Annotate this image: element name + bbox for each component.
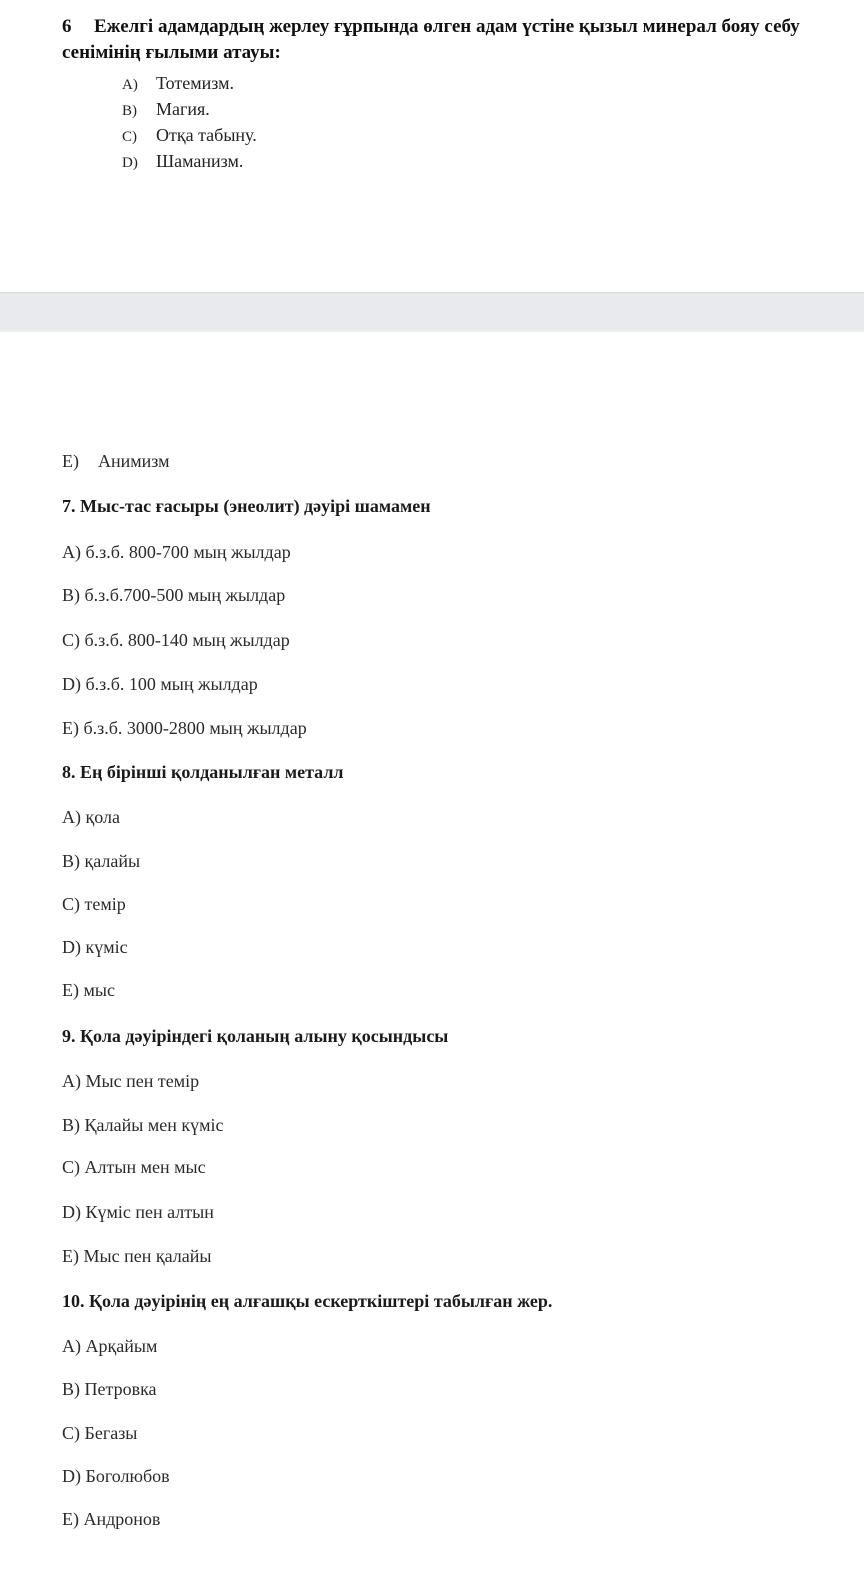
question-10-option-c: C) Бегазы: [62, 1423, 138, 1443]
question-8-option-b: B) қалайы: [62, 851, 141, 871]
question-7-option-b: B) б.з.б.700-500 мың жылдар: [62, 585, 286, 605]
question-7-option-c: C) б.з.б. 800-140 мың жылдар: [62, 630, 290, 650]
question-6-option-e: E) Анимизм: [62, 451, 170, 471]
option-b: B) Магия.: [122, 99, 210, 119]
question-7-option-e: E) б.з.б. 3000-2800 мың жылдар: [62, 718, 307, 738]
page-separator: [0, 292, 864, 332]
question-7-option-d: D) б.з.б. 100 мың жылдар: [62, 674, 258, 694]
document-page-1: [0, 0, 864, 292]
question-10-option-e: E) Андронов: [62, 1509, 161, 1529]
question-6-number: 6: [62, 16, 72, 37]
question-9-option-e: E) Мыс пен қалайы: [62, 1246, 212, 1266]
question-8-option-d: D) күміс: [62, 937, 128, 957]
option-a: A) Тотемизм.: [122, 73, 235, 93]
option-d: D) Шаманизм.: [122, 151, 244, 171]
question-8-option-a: A) қола: [62, 807, 120, 827]
question-7-title: 7. Мыс-тас ғасыры (энеолит) дәуірі шамамен: [62, 496, 431, 516]
option-c: C) Отқа табыну.: [122, 125, 257, 145]
question-9-title: 9. Қола дәуіріндегі қоланың алыну қосындысы: [62, 1026, 449, 1046]
question-7-option-a: A) б.з.б. 800-700 мың жылдар: [62, 542, 291, 562]
question-6-title: [62, 14, 822, 66]
question-8-option-e: E) мыс: [62, 980, 115, 1000]
question-6-text: Ежелгі адамдардың жерлеу ғұрпында өлген адам үстіне қызыл минерал бояу себу сенімінің ғылыми атауы:: [62, 16, 800, 63]
question-9-option-d: D) Күміс пен алтын: [62, 1202, 214, 1222]
question-8-title: 8. Ең бірінші қолданылған металл: [62, 762, 344, 782]
question-10-title: 10. Қола дәуірінің ең алғашқы ескерткіштері табылған жер.: [62, 1291, 553, 1311]
question-10-option-a: A) Арқайым: [62, 1336, 158, 1356]
question-9-option-b: B) Қалайы мен күміс: [62, 1115, 224, 1135]
question-9-option-c: C) Алтын мен мыс: [62, 1157, 206, 1177]
question-6-options: [122, 70, 257, 174]
question-10-option-b: B) Петровка: [62, 1379, 157, 1399]
question-8-option-c: C) темір: [62, 894, 126, 914]
question-9-option-a: A) Мыс пен темір: [62, 1071, 200, 1091]
question-10-option-d: D) Боголюбов: [62, 1466, 170, 1486]
